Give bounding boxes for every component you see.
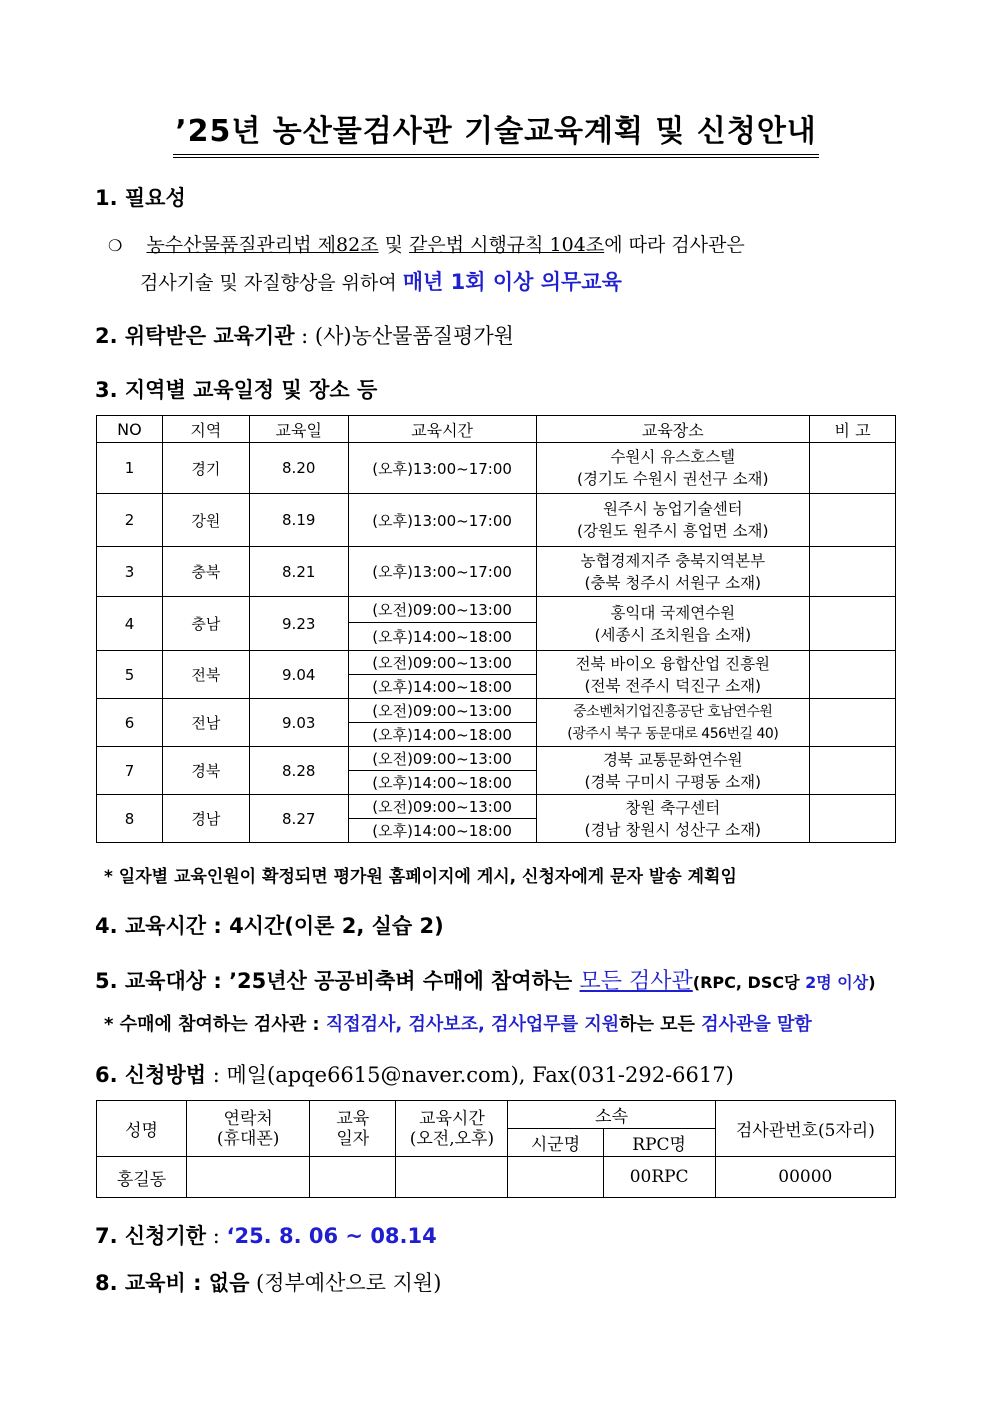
section-1-line-1 — [108, 230, 745, 257]
section-8-heading-wrap — [95, 1267, 441, 1297]
row-no: 7 — [97, 747, 163, 795]
place-name: 농협경제지주 충북지역본부 — [580, 551, 766, 570]
row-date: 8.19 — [249, 494, 348, 547]
row-date: 9.23 — [249, 597, 348, 651]
row-place — [536, 547, 810, 597]
row-date: 9.03 — [249, 699, 348, 747]
deadline-text: ‘25. 8. 06 ~ 08.14 — [226, 1224, 437, 1248]
bullet-icon: ❍ — [108, 236, 123, 255]
header-date: 교육일 — [249, 416, 348, 443]
form-header-name: 성명 — [97, 1101, 187, 1157]
form-sample-rpc: 00RPC — [603, 1157, 715, 1198]
place-address: (경북 구미시 구평동 소재) — [584, 772, 762, 791]
row-remarks — [810, 494, 896, 547]
and-text: 및 — [378, 234, 409, 256]
row-place — [536, 597, 810, 651]
form-sample-contact — [187, 1157, 310, 1198]
row-region: 경북 — [162, 747, 249, 795]
form-header-rpc: RPC명 — [603, 1129, 715, 1157]
place-name: 전북 바이오 융합산업 진흥원 — [575, 654, 771, 673]
place-name: 중소벤처기업진흥공단 호남연수원 — [573, 703, 773, 720]
row-region: 충남 — [162, 597, 249, 651]
row-no: 5 — [97, 651, 163, 699]
row-no: 6 — [97, 699, 163, 747]
schedule-note: * 일자별 교육인원이 확정되면 평가원 홈페이지에 게시, 신청자에게 문자 발송 계획임 — [104, 867, 737, 887]
form-header-contact: 연락처 (휴대폰) — [187, 1101, 310, 1157]
header-no: NO — [97, 416, 163, 443]
row-date: 8.28 — [249, 747, 348, 795]
section-6-heading-wrap — [95, 1059, 734, 1089]
row-time-am: (오전)09:00~13:00 — [348, 747, 536, 771]
section-7-heading-wrap — [95, 1220, 437, 1250]
table-row — [97, 747, 896, 771]
form-sample-edu-time — [396, 1157, 508, 1198]
table-row — [97, 597, 896, 623]
row-time-am: (오전)09:00~13:00 — [348, 795, 536, 819]
row-time-am: (오전)09:00~13:00 — [348, 699, 536, 723]
row-region: 충북 — [162, 547, 249, 597]
place-name: 수원시 유스호스텔 — [610, 448, 736, 466]
form-header-inspector-no: 검사관번호(5자리) — [715, 1101, 895, 1157]
page-title-wrap — [0, 112, 992, 158]
place-address: (전북 전주시 덕진구 소재) — [584, 676, 762, 695]
row-remarks — [810, 597, 896, 651]
row-time: (오후)13:00~17:00 — [348, 494, 536, 547]
row-place — [536, 699, 810, 747]
section-5-note — [104, 1010, 812, 1036]
row-remarks — [810, 547, 896, 597]
form-header-city: 시군명 — [508, 1129, 603, 1157]
section-1-heading: 1. 필요성 — [95, 186, 186, 210]
law-reference-2: 같은법 시행규칙 104조 — [409, 234, 605, 256]
form-sample-edu-date — [310, 1157, 396, 1198]
row-remarks — [810, 651, 896, 699]
table-row — [97, 699, 896, 723]
section-1-tail: 에 따라 검사관은 — [604, 234, 745, 256]
table-row — [97, 443, 896, 494]
paren-close: ) — [868, 973, 876, 992]
form-header-affiliation: 소속 — [508, 1101, 715, 1129]
table-row — [97, 547, 896, 597]
section-4-heading: 4. 교육시간 : 4시간(이론 2, 실습 2) — [95, 914, 444, 938]
form-sample-row — [97, 1157, 896, 1198]
count-text: 2명 이상 — [805, 973, 869, 992]
table-row — [97, 494, 896, 547]
form-header-edu-date: 교육 일자 — [310, 1101, 396, 1157]
row-time: (오후)13:00~17:00 — [348, 547, 536, 597]
note-end: 검사관을 말함 — [701, 1014, 812, 1035]
place-name: 홍익대 국제연수원 — [610, 603, 736, 622]
row-place — [536, 747, 810, 795]
form-sample-name: 홍길동 — [97, 1157, 187, 1198]
header-remarks: 비 고 — [810, 416, 896, 443]
schedule-header-row — [97, 416, 896, 443]
form-header-edu-time: 교육시간 (오전,오후) — [396, 1101, 508, 1157]
section-2-heading: 2. 위탁받은 교육기관 — [95, 324, 295, 348]
section-1-line-2-text: 검사기술 및 자질향상을 위하여 — [140, 272, 403, 294]
section-7-heading: 7. 신청기한 — [95, 1224, 207, 1248]
row-region: 강원 — [162, 494, 249, 547]
application-form-table — [96, 1100, 896, 1198]
note-prefix: * 수매에 참여하는 검사관 : — [104, 1014, 326, 1035]
place-address: (경남 창원시 성산구 소재) — [584, 820, 762, 839]
section-6-value: : 메일(apqe6615@naver.com), Fax(031-292-6617) — [206, 1063, 734, 1087]
row-time: (오후)13:00~17:00 — [348, 443, 536, 494]
row-no: 1 — [97, 443, 163, 494]
row-time-am: (오전)09:00~13:00 — [348, 651, 536, 675]
header-place: 교육장소 — [536, 416, 810, 443]
place-name: 원주시 농업기술센터 — [602, 500, 743, 518]
row-place — [536, 494, 810, 547]
place-address: (경기도 수원시 권선구 소재) — [577, 470, 769, 488]
row-date: 8.27 — [249, 795, 348, 843]
note-middle: 하는 모든 — [619, 1014, 702, 1035]
form-sample-city — [508, 1157, 603, 1198]
row-place — [536, 795, 810, 843]
row-time-pm: (오후)14:00~18:00 — [348, 723, 536, 747]
note-duties: 직접검사, 검사보조, 검사업무를 지원 — [325, 1014, 620, 1035]
section-1-line-2 — [140, 266, 622, 296]
place-address: (충북 청주시 서원구 소재) — [584, 573, 762, 592]
row-region: 전남 — [162, 699, 249, 747]
row-region: 경남 — [162, 795, 249, 843]
section-5-heading-wrap — [95, 964, 876, 995]
section-8-value: (정부예산으로 지원) — [249, 1271, 442, 1295]
row-remarks — [810, 747, 896, 795]
row-place — [536, 651, 810, 699]
section-3-heading: 3. 지역별 교육일정 및 장소 등 — [95, 378, 378, 402]
table-row — [97, 651, 896, 675]
law-reference-1: 농수산물품질관리법 제82조 — [146, 234, 379, 256]
row-region: 전북 — [162, 651, 249, 699]
table-row — [97, 795, 896, 819]
place-address: (광주시 북구 동문대로 456번길 40) — [567, 725, 779, 742]
row-date: 8.20 — [249, 443, 348, 494]
row-no: 8 — [97, 795, 163, 843]
row-place — [536, 443, 810, 494]
row-time-pm: (오후)14:00~18:00 — [348, 771, 536, 795]
mandatory-education-text: 매년 1회 이상 의무교육 — [402, 270, 622, 294]
place-name: 창원 축구센터 — [625, 798, 721, 817]
row-time-pm: (오후)14:00~18:00 — [348, 819, 536, 843]
row-remarks — [810, 443, 896, 494]
place-address: (세종시 조치원읍 소재) — [594, 625, 752, 644]
row-no: 4 — [97, 597, 163, 651]
header-time: 교육시간 — [348, 416, 536, 443]
row-no: 3 — [97, 547, 163, 597]
row-date: 8.21 — [249, 547, 348, 597]
row-time-pm: (오후)14:00~18:00 — [348, 675, 536, 699]
form-header-row-1 — [97, 1101, 896, 1129]
row-no: 2 — [97, 494, 163, 547]
row-remarks — [810, 699, 896, 747]
header-region: 지역 — [162, 416, 249, 443]
row-time-am: (오전)09:00~13:00 — [348, 597, 536, 623]
section-8-heading: 8. 교육비 : 없음 — [95, 1271, 250, 1295]
row-remarks — [810, 795, 896, 843]
section-2-heading-wrap — [95, 320, 514, 350]
place-name: 경북 교통문화연수원 — [602, 750, 743, 769]
section-6-heading: 6. 신청방법 — [95, 1063, 207, 1087]
form-sample-inspector-no: 00000 — [715, 1157, 895, 1198]
row-time-pm: (오후)14:00~18:00 — [348, 623, 536, 651]
paren-open: (RPC, DSC당 — [692, 973, 806, 992]
place-address: (강원도 원주시 흥업면 소재) — [577, 522, 769, 540]
row-region: 경기 — [162, 443, 249, 494]
section-7-colon: : — [206, 1224, 227, 1248]
all-inspectors-text: 모든 검사관 — [579, 969, 693, 994]
row-date: 9.04 — [249, 651, 348, 699]
section-2-value: : (사)농산물품질평가원 — [294, 324, 514, 348]
schedule-table — [96, 415, 896, 843]
page-title: ’25년 농산물검사관 기술교육계획 및 신청안내 — [173, 112, 819, 158]
section-5-heading: 5. 교육대상 : ’25년산 공공비축벼 수매에 참여하는 — [95, 969, 580, 993]
